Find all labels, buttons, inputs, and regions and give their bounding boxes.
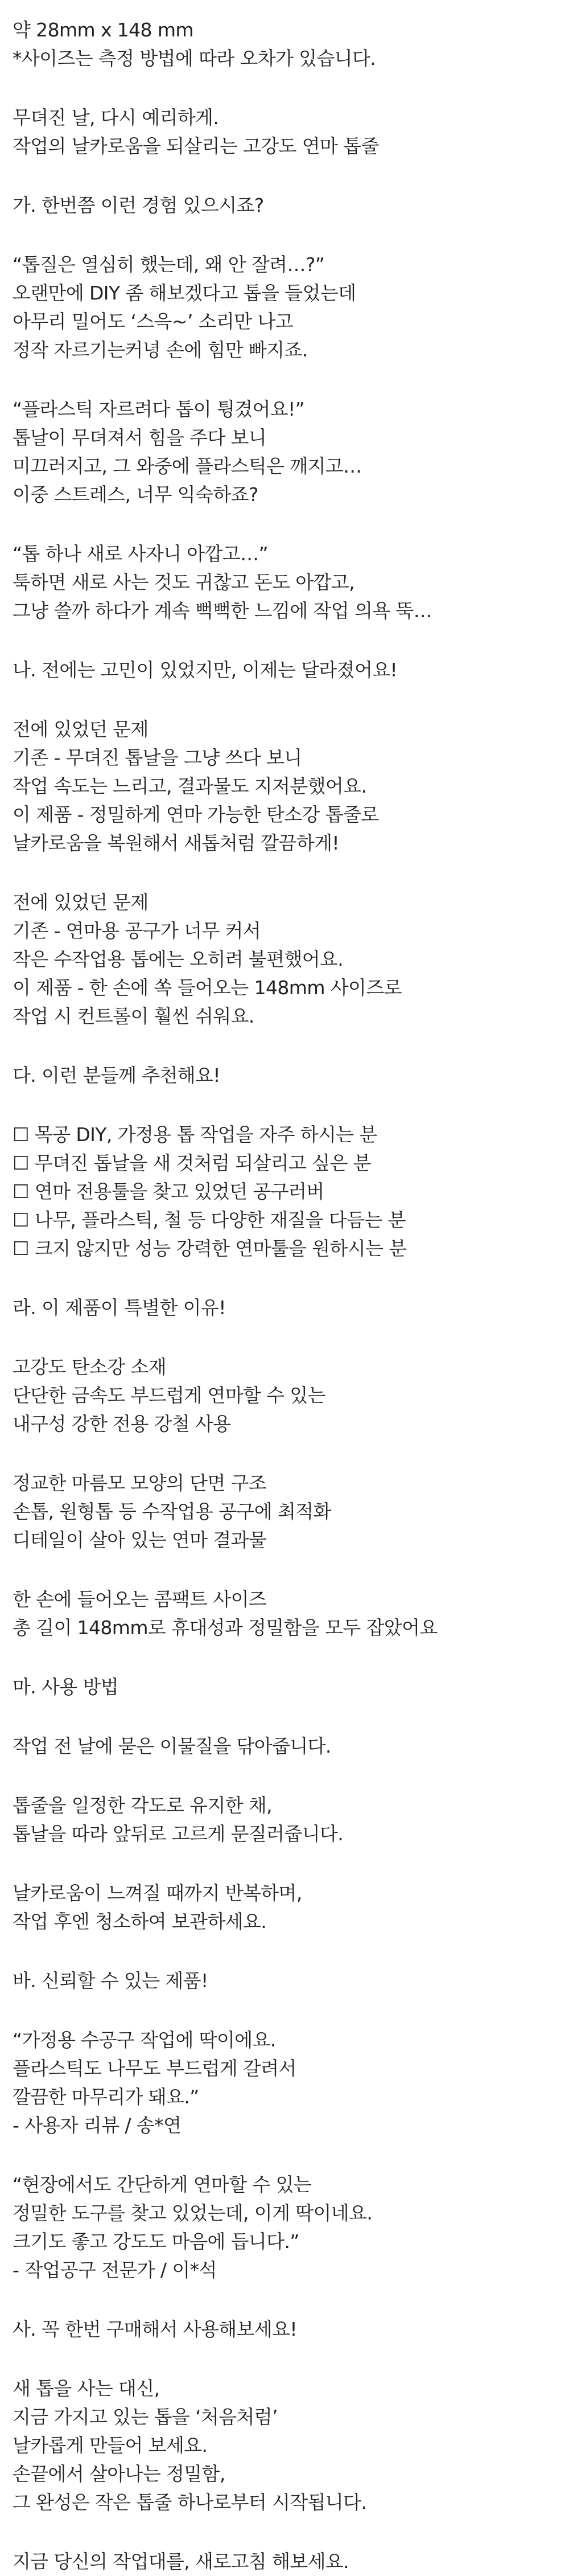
text-paragraph [13,1294,569,1322]
text-line: ☐ 크지 않지만 성능 강력한 연마툴을 원하시는 분 [13,1237,407,1260]
text-paragraph [13,1967,569,1995]
text-line: 지금 당신의 작업대를, 새로고침 해보세요. [13,2550,349,2573]
text-line: 작은 수작업용 톱에는 오히려 불편했어요. [13,948,344,970]
text-line: 기존 - 무뎌진 톱날을 그냥 쓰다 보니 [13,746,302,769]
text-line: 이 제품 - 한 손에 쏙 들어오는 148mm 사이즈로 [13,977,402,999]
text-paragraph [13,1353,569,1438]
text-line: 톱날을 따라 앞뒤로 고르게 문질러줍니다. [13,1823,344,1845]
text-line: 톱줄을 일정한 각도로 유지한 채, [13,1794,273,1816]
text-paragraph [13,2548,569,2576]
text-line: “현장에서도 간단하게 연마할 수 있는 [13,2173,312,2196]
text-line: 작업 속도는 느리고, 결과물도 지저분했어요. [13,775,367,797]
text-line: ☐ 목공 DIY, 가정용 톱 작업을 자주 하시는 분 [13,1123,377,1146]
text-line: *사이즈는 측정 방법에 따라 오차가 있습니다. [13,47,376,69]
text-line: 크기도 좋고 강도도 마음에 듭니다.” [13,2230,299,2253]
text-line: 날카로움이 느껴질 때까지 반복하며, [13,1882,302,1904]
text-line: 작업 후엔 청소하여 보관하세요. [13,1910,267,1933]
text-paragraph [13,1121,569,1263]
text-line: 새 톱을 사는 대신, [13,2377,160,2399]
text-paragraph [13,888,569,1031]
text-line: 나. 전에는 고민이 있었지만, 이제는 달라졌어요! [13,659,398,681]
text-line: 약 28mm x 148 mm [13,19,193,41]
text-line: 툭하면 새로 사는 것도 귀찮고 돈도 아깝고, [13,571,354,593]
text-paragraph [13,2315,569,2344]
text-line: 지금 가지고 있는 톱을 ‘처음처럼’ [13,2406,278,2428]
text-line: 다. 이런 분들께 추천해요! [13,1064,220,1086]
description-text-body [13,16,569,2576]
text-paragraph [13,1673,569,1701]
text-line: - 작업공구 전문가 / 이*석 [13,2259,217,2281]
text-line: 단단한 금속도 부드럽게 연마할 수 있는 [13,1384,325,1406]
text-line: 기존 - 연마용 공구가 너무 커서 [13,920,261,942]
text-line: “플라스틱 자르려다 톱이 튕겼어요!” [13,398,305,420]
text-line: 작업의 날카로움을 되살리는 고강도 연마 톱줄 [13,135,379,157]
text-line: 전에 있었던 문제 [13,891,149,913]
text-line: 미끄러지고, 그 와중에 플라스틱은 깨지고… [13,455,362,477]
text-line: 총 길이 148mm로 휴대성과 정밀함을 모두 잡았어요 [13,1617,438,1639]
text-paragraph [13,1585,569,1642]
text-line: 그냥 쓸까 하다가 계속 뻑뻑한 느낌에 작업 의욕 뚝… [13,600,432,622]
text-line: 깔끔한 마무리가 돼요.” [13,2086,199,2108]
text-paragraph [13,191,569,220]
text-paragraph [13,1732,569,1761]
text-line: 손톱, 원형톱 등 수작업용 공구에 최적화 [13,1500,331,1523]
text-line: 정작 자르기는커녕 손에 힘만 빠지죠. [13,339,308,361]
text-line: 작업 시 컨트롤이 훨씬 쉬워요. [13,1005,254,1027]
text-line: “톱질은 열심히 했는데, 왜 안 잘려…?” [13,253,325,276]
text-line: 플라스틱도 나무도 부드럽게 갈려서 [13,2057,296,2079]
text-paragraph [13,656,569,684]
text-paragraph [13,2374,569,2517]
text-line: 가. 한번쯤 이런 경험 있으시죠? [13,194,264,216]
text-line: 이중 스트레스, 너무 익숙하죠? [13,483,258,506]
text-line: 그 완성은 작은 톱줄 하나로부터 시작됩니다. [13,2491,367,2513]
text-line: 날카롭게 만들어 보세요. [13,2434,208,2456]
text-line: 톱날이 무뎌져서 힘을 주다 보니 [13,426,267,449]
text-line: 마. 사용 방법 [13,1676,119,1698]
text-line: 정밀한 도구를 찾고 있었는데, 이게 딱이네요. [13,2202,373,2224]
text-line: “톱 하나 새로 사자니 아깝고…” [13,543,269,565]
text-line: 이 제품 - 정밀하게 연마 가능한 탄소강 톱줄로 [13,803,379,826]
text-paragraph [13,1061,569,1090]
text-paragraph [13,251,569,364]
text-line: 고강도 탄소강 소재 [13,1356,167,1378]
text-line: ☐ 나무, 플라스틱, 철 등 다양한 재질을 다듬는 분 [13,1209,406,1231]
text-line: 한 손에 들어오는 콤팩트 사이즈 [13,1588,267,1610]
text-line: 전에 있었던 문제 [13,718,149,740]
text-line: 오랜만에 DIY 좀 해보겠다고 톱을 들었는데 [13,282,356,304]
text-paragraph [13,715,569,858]
text-paragraph [13,104,569,161]
text-paragraph [13,16,569,73]
text-paragraph [13,1469,569,1554]
text-line: 라. 이 제품이 특별한 이유! [13,1297,226,1319]
text-line: - 사용자 리뷰 / 송*연 [13,2114,182,2136]
text-line: 정교한 마름모 모양의 단면 구조 [13,1472,267,1494]
text-line: 무뎌진 날, 다시 예리하게. [13,106,219,129]
text-paragraph [13,540,569,625]
text-paragraph [13,2171,569,2284]
text-line: 바. 신뢰할 수 있는 제품! [13,1970,208,1992]
text-line: 사. 꼭 한번 구매해서 사용해보세요! [13,2318,297,2340]
text-line: 날카로움을 복원해서 새톱처럼 깔끔하게! [13,832,340,854]
text-paragraph [13,1879,569,1936]
text-line: ☐ 무뎌진 톱날을 새 것처럼 되살리고 싶은 분 [13,1152,371,1174]
text-paragraph [13,2026,569,2140]
text-paragraph [13,1791,569,1848]
text-line: 디테일이 살아 있는 연마 결과물 [13,1529,267,1551]
text-line: ☐ 연마 전용툴을 찾고 있었던 공구러버 [13,1180,324,1203]
text-line: 내구성 강한 전용 강철 사용 [13,1413,231,1435]
text-line: 아무리 밀어도 ‘스윽~’ 소리만 나고 [13,310,294,333]
text-line: 손끝에서 살아나는 정밀함, [13,2463,225,2485]
text-line: 작업 전 날에 묻은 이물질을 닦아줍니다. [13,1735,331,1757]
text-line: “가정용 수공구 작업에 딱이에요. [13,2029,276,2051]
text-paragraph [13,395,569,509]
